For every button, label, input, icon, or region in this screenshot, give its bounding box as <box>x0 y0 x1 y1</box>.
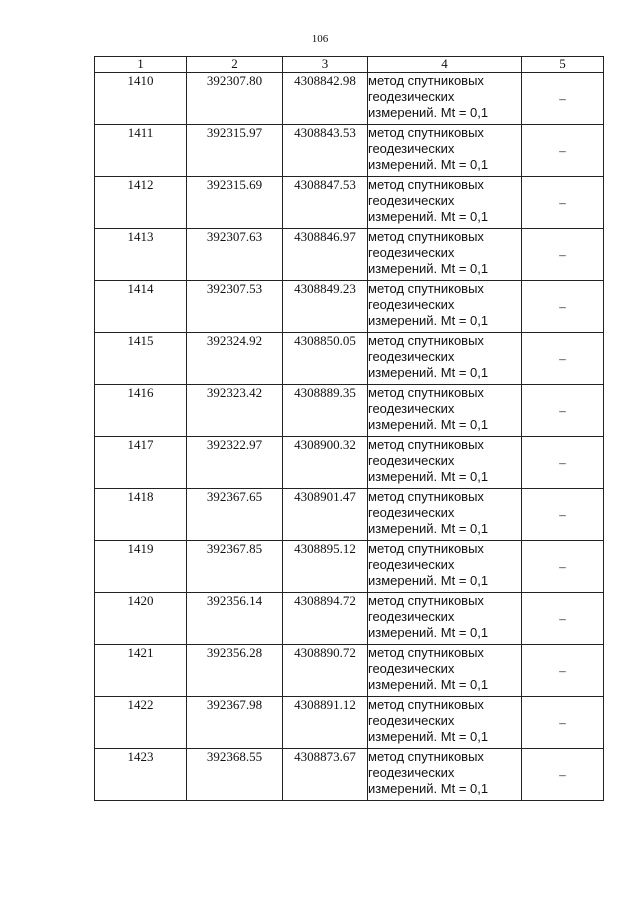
method-line: метод спутниковых <box>368 697 484 712</box>
method-line: метод спутниковых <box>368 125 484 140</box>
method-line: метод спутниковых <box>368 177 484 192</box>
coordinate-y-cell: 4308894.72 <box>283 593 368 645</box>
method-line: геодезических <box>368 505 455 520</box>
note-cell: – <box>522 229 604 281</box>
point-number-cell: 1415 <box>95 333 187 385</box>
method-line: метод спутниковых <box>368 229 484 244</box>
point-number-cell: 1423 <box>95 749 187 801</box>
method-cell <box>368 281 522 333</box>
method-line: измерений. Mt = 0,1 <box>368 729 489 744</box>
coordinate-y-cell: 4308842.98 <box>283 73 368 125</box>
method-line: метод спутниковых <box>368 489 484 504</box>
method-line: геодезических <box>368 193 455 208</box>
coordinate-y-cell: 4308873.67 <box>283 749 368 801</box>
method-line: геодезических <box>368 453 455 468</box>
coordinate-x-cell: 392367.98 <box>187 697 283 749</box>
method-line: измерений. Mt = 0,1 <box>368 209 489 224</box>
method-line: метод спутниковых <box>368 437 484 452</box>
method-cell <box>368 593 522 645</box>
method-line: геодезических <box>368 297 455 312</box>
note-cell: – <box>522 593 604 645</box>
coordinate-y-cell: 4308900.32 <box>283 437 368 489</box>
coordinate-y-cell: 4308849.23 <box>283 281 368 333</box>
point-number-cell: 1421 <box>95 645 187 697</box>
method-cell <box>368 177 522 229</box>
coordinate-y-cell: 4308843.53 <box>283 125 368 177</box>
coordinate-y-cell: 4308846.97 <box>283 229 368 281</box>
point-number-cell: 1422 <box>95 697 187 749</box>
table-row <box>95 645 604 697</box>
method-cell <box>368 73 522 125</box>
table-row <box>95 385 604 437</box>
coordinate-x-cell: 392367.85 <box>187 541 283 593</box>
point-number-cell: 1412 <box>95 177 187 229</box>
method-line: геодезических <box>368 245 455 260</box>
table-row <box>95 125 604 177</box>
method-line: геодезических <box>368 401 455 416</box>
column-header-4: 4 <box>368 57 522 73</box>
column-header-1: 1 <box>95 57 187 73</box>
table-row <box>95 229 604 281</box>
method-line: геодезических <box>368 89 455 104</box>
table-header-row <box>95 57 604 73</box>
method-line: метод спутниковых <box>368 73 484 88</box>
method-line: измерений. Mt = 0,1 <box>368 521 489 536</box>
coordinate-y-cell: 4308847.53 <box>283 177 368 229</box>
column-header-2: 2 <box>187 57 283 73</box>
point-number-cell: 1417 <box>95 437 187 489</box>
coordinate-y-cell: 4308895.12 <box>283 541 368 593</box>
method-cell <box>368 697 522 749</box>
method-line: геодезических <box>368 765 455 780</box>
method-line: метод спутниковых <box>368 333 484 348</box>
coordinate-x-cell: 392307.53 <box>187 281 283 333</box>
column-header-3: 3 <box>283 57 368 73</box>
method-line: измерений. Mt = 0,1 <box>368 261 489 276</box>
note-cell: – <box>522 73 604 125</box>
coordinate-x-cell: 392323.42 <box>187 385 283 437</box>
coordinate-x-cell: 392324.92 <box>187 333 283 385</box>
table-body <box>95 73 604 801</box>
note-cell: – <box>522 541 604 593</box>
method-cell <box>368 541 522 593</box>
method-line: измерений. Mt = 0,1 <box>368 469 489 484</box>
coordinate-y-cell: 4308891.12 <box>283 697 368 749</box>
method-line: измерений. Mt = 0,1 <box>368 677 489 692</box>
coordinate-x-cell: 392356.28 <box>187 645 283 697</box>
coordinate-y-cell: 4308850.05 <box>283 333 368 385</box>
note-cell: – <box>522 281 604 333</box>
coordinate-y-cell: 4308901.47 <box>283 489 368 541</box>
method-line: геодезических <box>368 141 455 156</box>
note-cell: – <box>522 333 604 385</box>
point-number-cell: 1416 <box>95 385 187 437</box>
table-row <box>95 281 604 333</box>
table-row <box>95 749 604 801</box>
method-cell <box>368 489 522 541</box>
method-line: измерений. Mt = 0,1 <box>368 313 489 328</box>
coordinate-x-cell: 392315.69 <box>187 177 283 229</box>
method-line: геодезических <box>368 713 455 728</box>
method-cell <box>368 437 522 489</box>
note-cell: – <box>522 385 604 437</box>
note-cell: – <box>522 125 604 177</box>
method-line: измерений. Mt = 0,1 <box>368 417 489 432</box>
method-line: геодезических <box>368 349 455 364</box>
method-cell <box>368 749 522 801</box>
point-number-cell: 1419 <box>95 541 187 593</box>
column-header-5: 5 <box>522 57 604 73</box>
coordinate-x-cell: 392307.80 <box>187 73 283 125</box>
note-cell: – <box>522 645 604 697</box>
note-cell: – <box>522 697 604 749</box>
coordinate-y-cell: 4308890.72 <box>283 645 368 697</box>
coordinates-table <box>94 56 604 801</box>
point-number-cell: 1418 <box>95 489 187 541</box>
method-line: измерений. Mt = 0,1 <box>368 781 489 796</box>
method-cell <box>368 333 522 385</box>
coordinate-x-cell: 392322.97 <box>187 437 283 489</box>
method-line: метод спутниковых <box>368 593 484 608</box>
method-line: геодезических <box>368 557 455 572</box>
coordinate-x-cell: 392368.55 <box>187 749 283 801</box>
method-line: метод спутниковых <box>368 645 484 660</box>
table-row <box>95 73 604 125</box>
method-line: метод спутниковых <box>368 385 484 400</box>
method-line: измерений. Mt = 0,1 <box>368 625 489 640</box>
method-line: геодезических <box>368 661 455 676</box>
method-line: метод спутниковых <box>368 749 484 764</box>
table-row <box>95 437 604 489</box>
method-cell <box>368 645 522 697</box>
point-number-cell: 1420 <box>95 593 187 645</box>
point-number-cell: 1413 <box>95 229 187 281</box>
note-cell: – <box>522 749 604 801</box>
table-row <box>95 593 604 645</box>
method-line: измерений. Mt = 0,1 <box>368 157 489 172</box>
note-cell: – <box>522 177 604 229</box>
table-row <box>95 177 604 229</box>
table-row <box>95 333 604 385</box>
coordinate-x-cell: 392367.65 <box>187 489 283 541</box>
table-row <box>95 489 604 541</box>
method-line: измерений. Mt = 0,1 <box>368 105 489 120</box>
method-line: измерений. Mt = 0,1 <box>368 365 489 380</box>
point-number-cell: 1410 <box>95 73 187 125</box>
method-cell <box>368 385 522 437</box>
note-cell: – <box>522 489 604 541</box>
coordinate-x-cell: 392356.14 <box>187 593 283 645</box>
coordinate-x-cell: 392315.97 <box>187 125 283 177</box>
coordinate-y-cell: 4308889.35 <box>283 385 368 437</box>
method-line: геодезических <box>368 609 455 624</box>
method-line: метод спутниковых <box>368 281 484 296</box>
table-row <box>95 697 604 749</box>
point-number-cell: 1414 <box>95 281 187 333</box>
coordinate-x-cell: 392307.63 <box>187 229 283 281</box>
method-line: измерений. Mt = 0,1 <box>368 573 489 588</box>
method-cell <box>368 125 522 177</box>
method-cell <box>368 229 522 281</box>
table-row <box>95 541 604 593</box>
method-line: метод спутниковых <box>368 541 484 556</box>
point-number-cell: 1411 <box>95 125 187 177</box>
page-number: 106 <box>311 33 329 45</box>
note-cell: – <box>522 437 604 489</box>
